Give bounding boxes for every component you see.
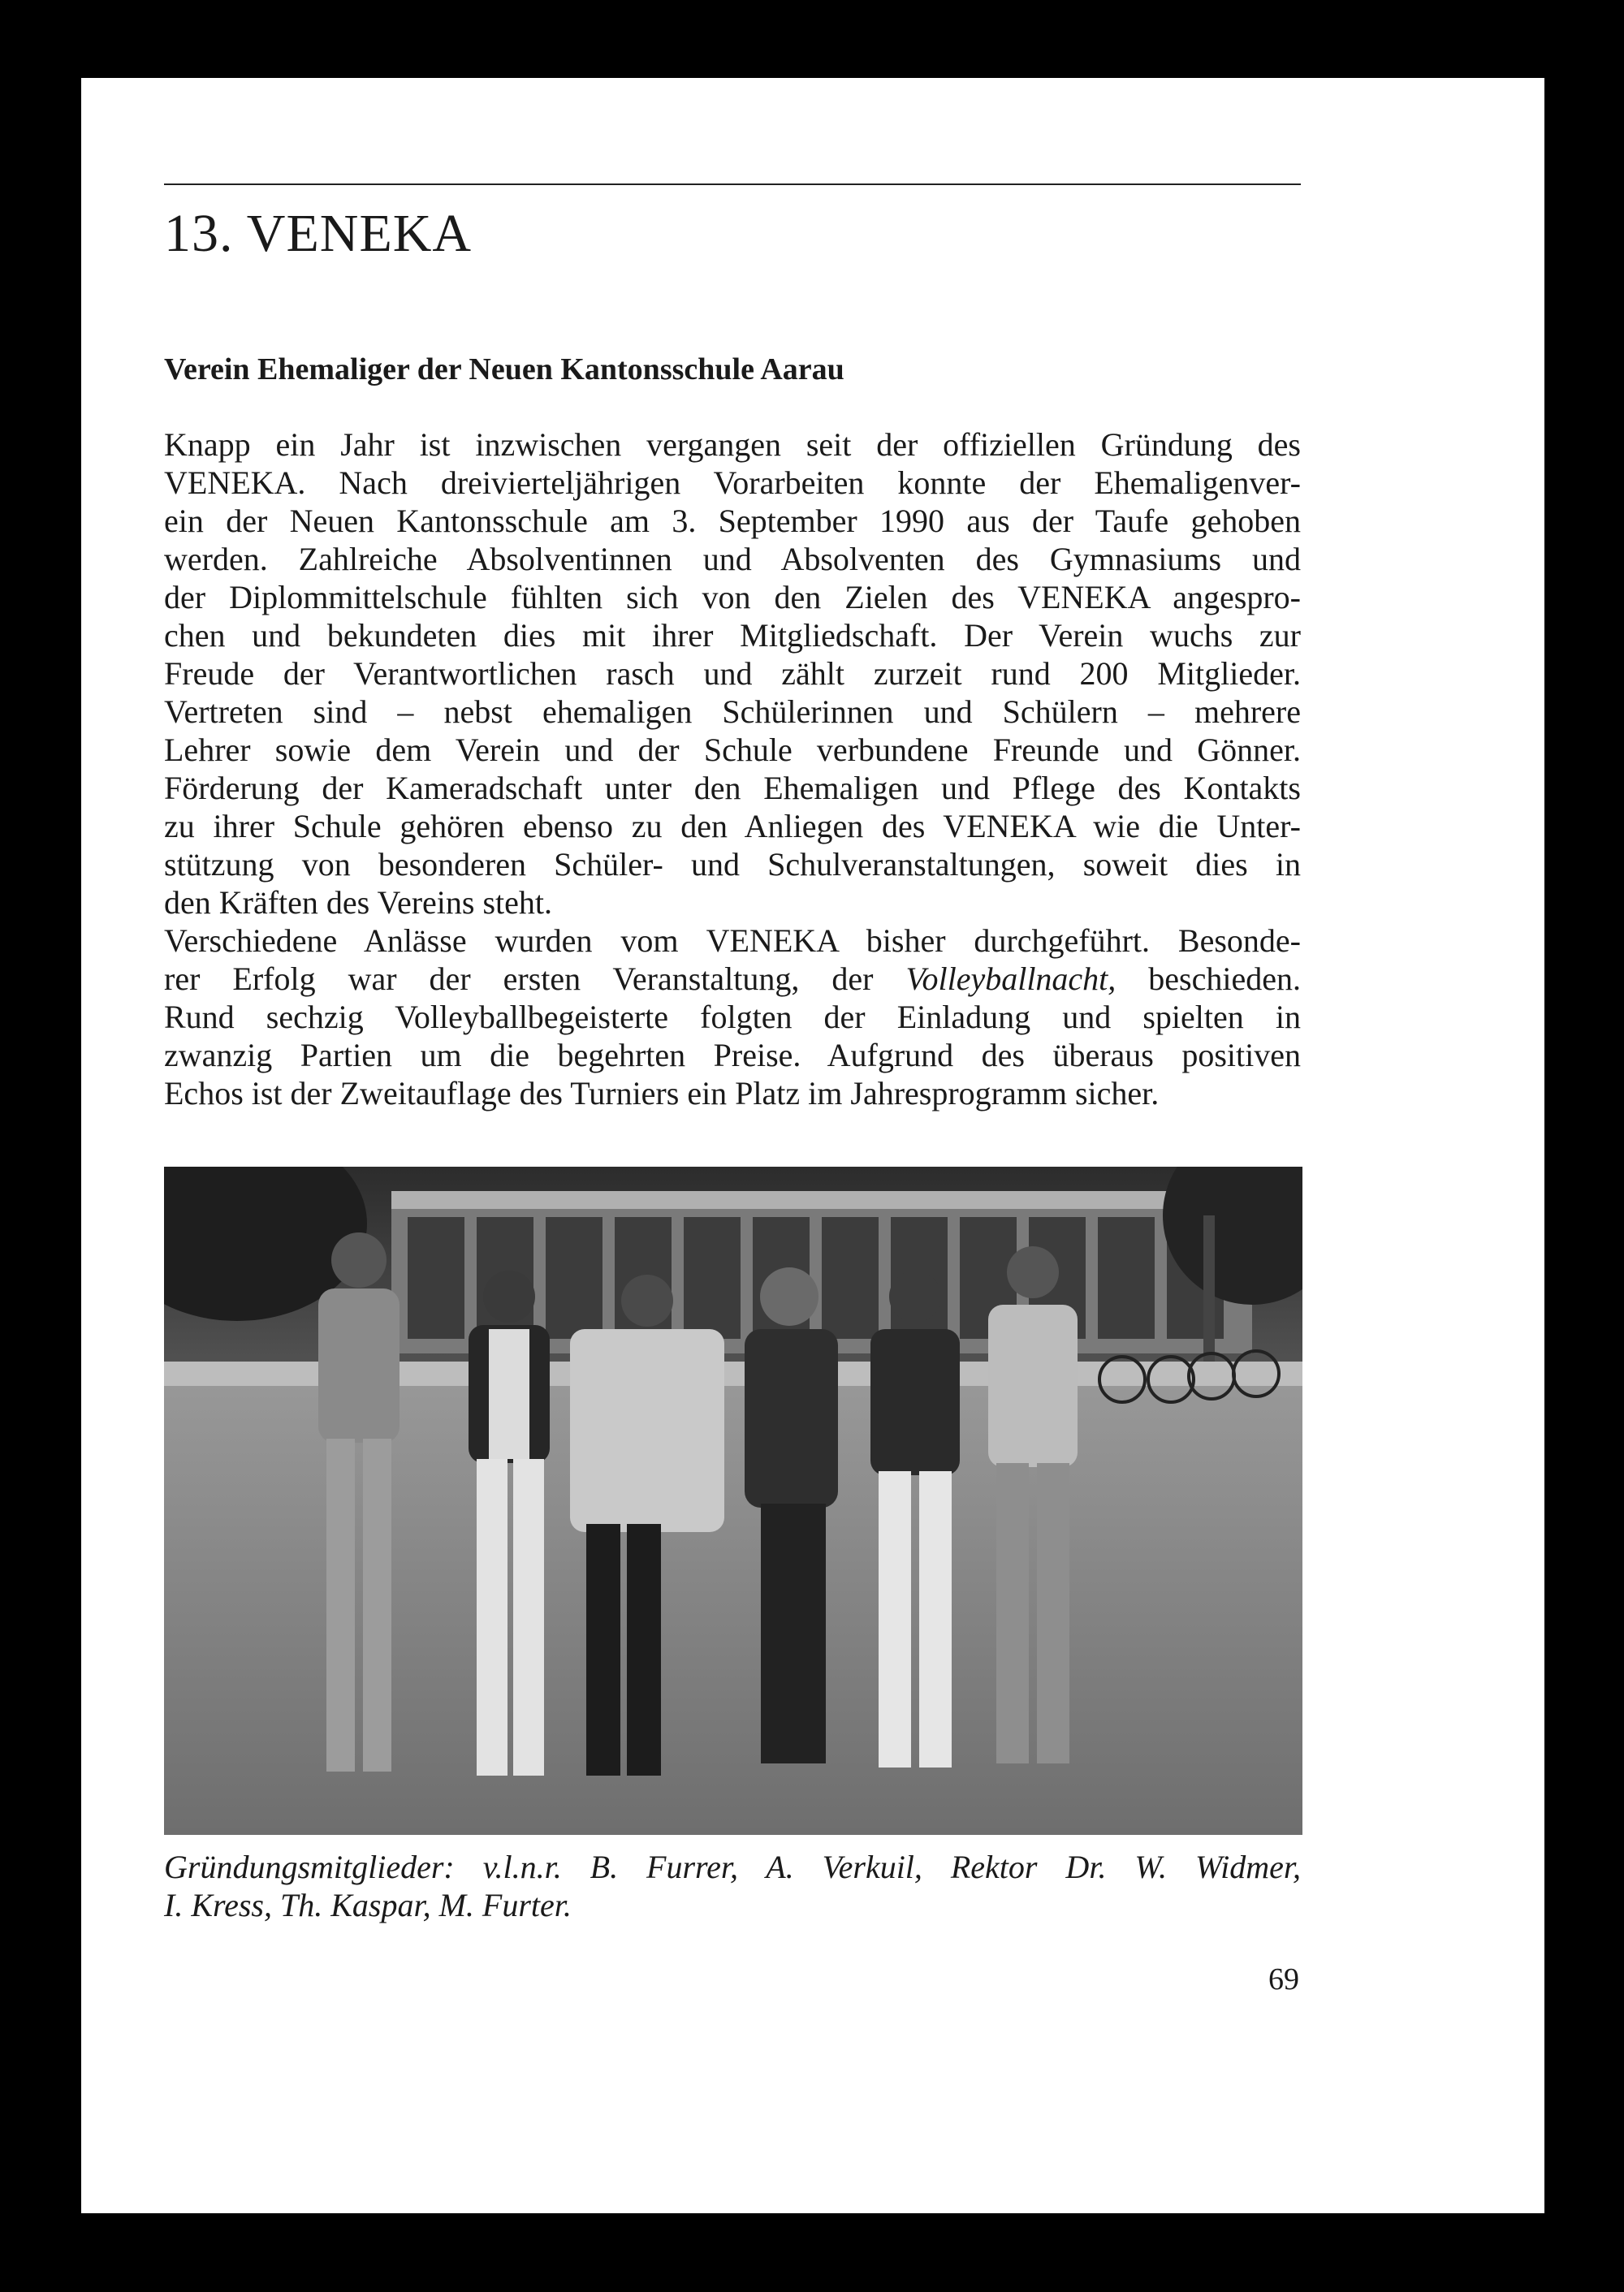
body-line: Lehrer sowie dem Verein und der Schule verbundene Freunde und Gönner. xyxy=(164,732,1301,768)
body-line: Freude der Verantwortlichen rasch und zählt zurzeit rund 200 Mitglieder. xyxy=(164,655,1301,692)
body-line: zwanzig Partien um die begehrten Preise. Aufgrund des überaus positiven xyxy=(164,1037,1301,1073)
section-subtitle: Verein Ehemaliger der Neuen Kantonsschule Aarau xyxy=(164,352,844,386)
body-line: VENEKA. Nach dreivierteljährigen Vorarbeiten konnte der Ehemaligenver- xyxy=(164,464,1301,501)
body-line: Knapp ein Jahr ist inzwischen vergangen seit der offiziellen Gründung des xyxy=(164,426,1301,463)
body-text-run: rer Erfolg war der ersten Veranstaltung, der xyxy=(164,960,906,997)
body-line: werden. Zahlreiche Absolventinnen und Absolventen des Gymnasiums und xyxy=(164,541,1301,577)
photo-caption xyxy=(164,1848,1301,1924)
body-line: Förderung der Kameradschaft unter den Ehemaligen und Pflege des Kontakts xyxy=(164,770,1301,806)
group-photo xyxy=(164,1167,1302,1835)
caption-line: Gründungsmitglieder: v.l.n.r. B. Furrer, A. Verkuil, Rektor Dr. W. Widmer, xyxy=(164,1849,1301,1885)
body-line: Rund sechzig Volleyballbegeisterte folgten der Einladung und spielten in xyxy=(164,999,1301,1035)
body-line: Echos ist der Zweitauflage des Turniers ein Platz im Jahresprogramm sicher. xyxy=(164,1075,1160,1111)
body-line: chen und bekundeten dies mit ihrer Mitgliedschaft. Der Verein wuchs zur xyxy=(164,617,1301,654)
page-number: 69 xyxy=(1268,1962,1299,1996)
body-line: ein der Neuen Kantonsschule am 3. September 1990 aus der Taufe gehoben xyxy=(164,503,1301,539)
heading-rule xyxy=(164,183,1301,185)
body-line: zu ihrer Schule gehören ebenso zu den Anliegen des VENEKA wie die Unter- xyxy=(164,808,1301,844)
body-text-run: beschieden. xyxy=(1116,960,1301,997)
event-name-italic: Volleyballnacht, xyxy=(905,960,1116,997)
body-text xyxy=(164,425,1301,1112)
body-line: der Diplommittelschule fühlten sich von den Zielen des VENEKA angespro- xyxy=(164,579,1301,615)
body-line: Verschiedene Anlässe wurden vom VENEKA bisher durchgeführt. Besonde- xyxy=(164,922,1301,959)
body-line: stützung von besonderen Schüler- und Schulveranstaltungen, soweit dies in xyxy=(164,846,1301,883)
body-line: den Kräften des Vereins steht. xyxy=(164,884,553,921)
chapter-heading: 13. VENEKA xyxy=(164,204,473,263)
body-line: Vertreten sind – nebst ehemaligen Schülerinnen und Schülern – mehrere xyxy=(164,693,1301,730)
caption-line: I. Kress, Th. Kaspar, M. Furter. xyxy=(164,1887,572,1923)
body-line-with-italic xyxy=(164,960,1301,998)
